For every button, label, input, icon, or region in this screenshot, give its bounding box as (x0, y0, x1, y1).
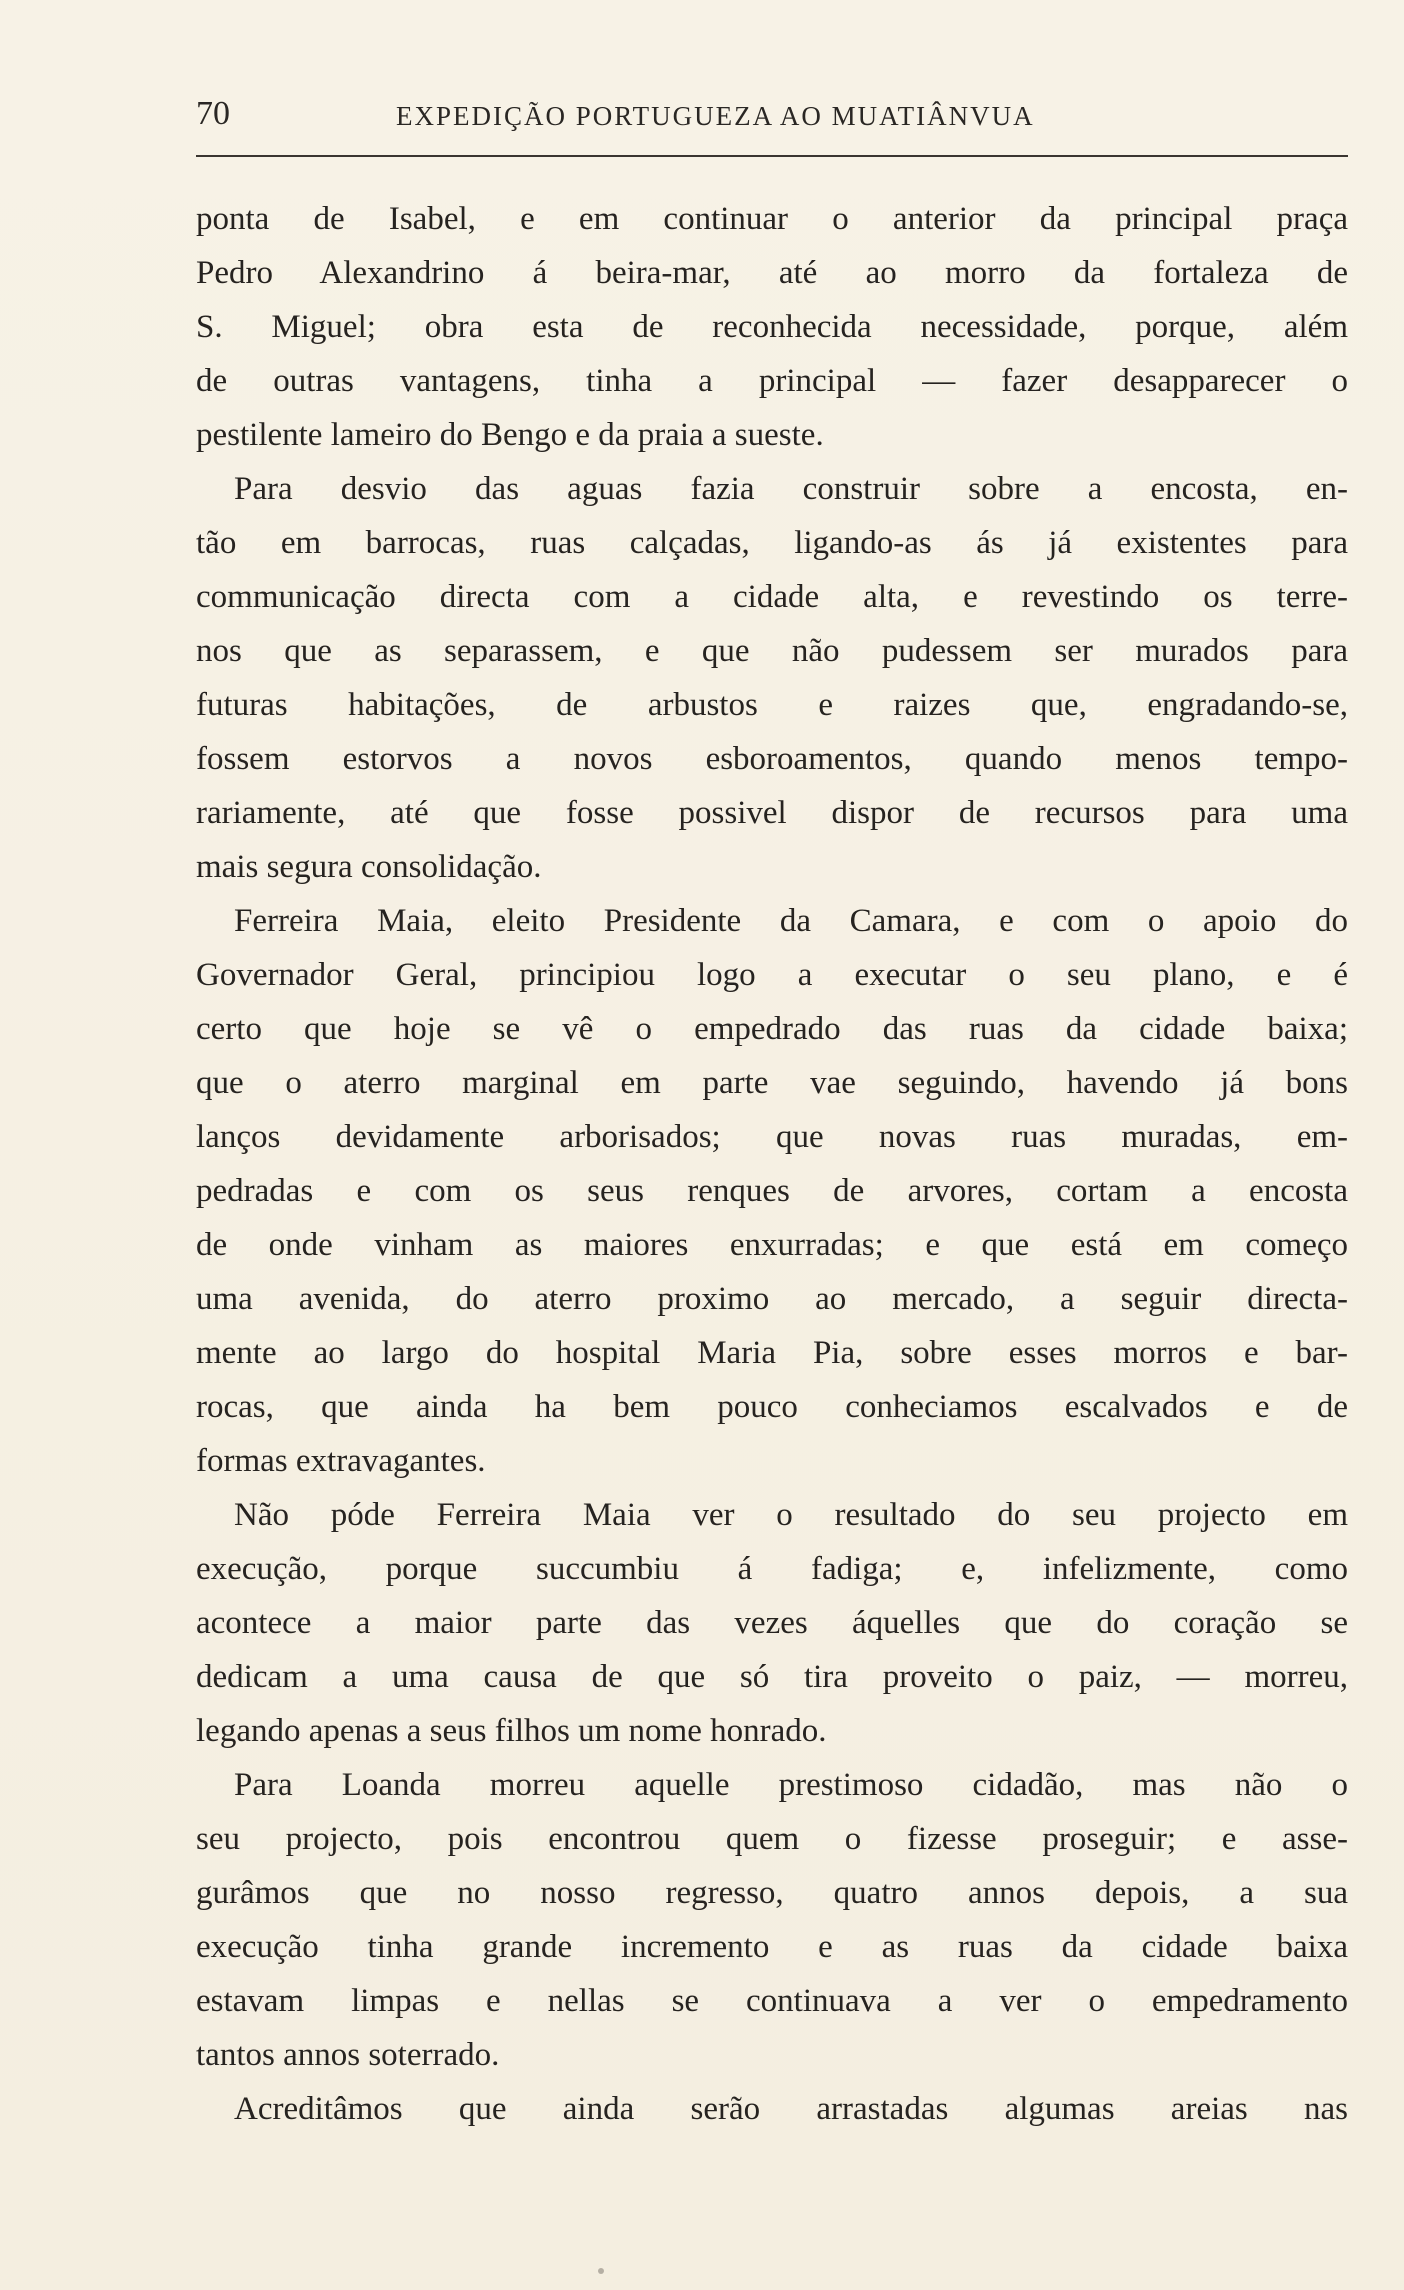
text-line: tantos annos soterrado. (196, 2037, 500, 2073)
text-line: ponta de Isabel, e em continuar o anterior da principal praça (196, 201, 1348, 237)
text-line: Para Loanda morreu aquelle prestimoso cidadão, mas não o (234, 1767, 1348, 1803)
text-line: uma avenida, do aterro proximo ao mercado, a seguir directa- (196, 1281, 1348, 1317)
text-line: que o aterro marginal em parte vae seguindo, havendo já bons (196, 1065, 1348, 1101)
text-line: execução tinha grande incremento e as ruas da cidade baixa (196, 1929, 1348, 1965)
text-line: de outras vantagens, tinha a principal — fazer desapparecer o (196, 363, 1348, 399)
text-line: Não póde Ferreira Maia ver o resultado do seu projecto em (234, 1497, 1348, 1533)
text-line: certo que hoje se vê o empedrado das ruas da cidade baixa; (196, 1011, 1348, 1047)
text-line: execução, porque succumbiu á fadiga; e, infelizmente, como (196, 1551, 1348, 1587)
page-number: 70 (196, 95, 230, 132)
text-line: pedradas e com os seus renques de arvores, cortam a encosta (196, 1173, 1348, 1209)
text-line: gurâmos que no nosso regresso, quatro annos depois, a sua (196, 1875, 1348, 1911)
text-line: de onde vinham as maiores enxurradas; e que está em começo (196, 1227, 1348, 1263)
paper-speck (598, 2268, 604, 2274)
text-line: Ferreira Maia, eleito Presidente da Camara, e com o apoio do (234, 903, 1348, 939)
text-line: fossem estorvos a novos esboroamentos, quando menos tempo- (196, 741, 1348, 777)
text-line: rocas, que ainda ha bem pouco conheciamos escalvados e de (196, 1389, 1348, 1425)
text-line: Para desvio das aguas fazia construir sobre a encosta, en- (234, 471, 1348, 507)
text-line: acontece a maior parte das vezes áquelles que do coração se (196, 1605, 1348, 1641)
text-line: seu projecto, pois encontrou quem o fizesse proseguir; e asse- (196, 1821, 1348, 1857)
text-line: nos que as separassem, e que não pudessem ser murados para (196, 633, 1348, 669)
text-line: rariamente, até que fosse possivel dispor de recursos para uma (196, 795, 1348, 831)
text-line: tão em barrocas, ruas calçadas, ligando-as ás já existentes para (196, 525, 1348, 561)
text-line: pestilente lameiro do Bengo e da praia a sueste. (196, 417, 824, 453)
page-header (196, 92, 1348, 136)
text-line: legando apenas a seus filhos um nome honrado. (196, 1713, 827, 1749)
text-line: Pedro Alexandrino á beira-mar, até ao morro da fortaleza de (196, 255, 1348, 291)
text-line: communicação directa com a cidade alta, e revestindo os terre- (196, 579, 1348, 615)
body-text (196, 192, 1348, 2136)
text-line: lanços devidamente arborisados; que novas ruas muradas, em- (196, 1119, 1348, 1155)
text-line: mente ao largo do hospital Maria Pia, sobre esses morros e bar- (196, 1335, 1348, 1371)
text-line: dedicam a uma causa de que só tira proveito o paiz, — morreu, (196, 1659, 1348, 1695)
text-line: S. Miguel; obra esta de reconhecida necessidade, porque, além (196, 309, 1348, 345)
text-line: formas extravagantes. (196, 1443, 486, 1479)
header-rule (196, 155, 1348, 157)
text-line: Governador Geral, principiou logo a executar o seu plano, e é (196, 957, 1348, 993)
text-line: mais segura consolidação. (196, 849, 542, 885)
text-line: estavam limpas e nellas se continuava a ver o empedramento (196, 1983, 1348, 2019)
text-line: futuras habitações, de arbustos e raizes que, engradando-se, (196, 687, 1348, 723)
running-head: EXPEDIÇÃO PORTUGUEZA AO MUATIÂNVUA (396, 101, 1035, 131)
text-line: Acreditâmos que ainda serão arrastadas algumas areias nas (234, 2091, 1348, 2127)
